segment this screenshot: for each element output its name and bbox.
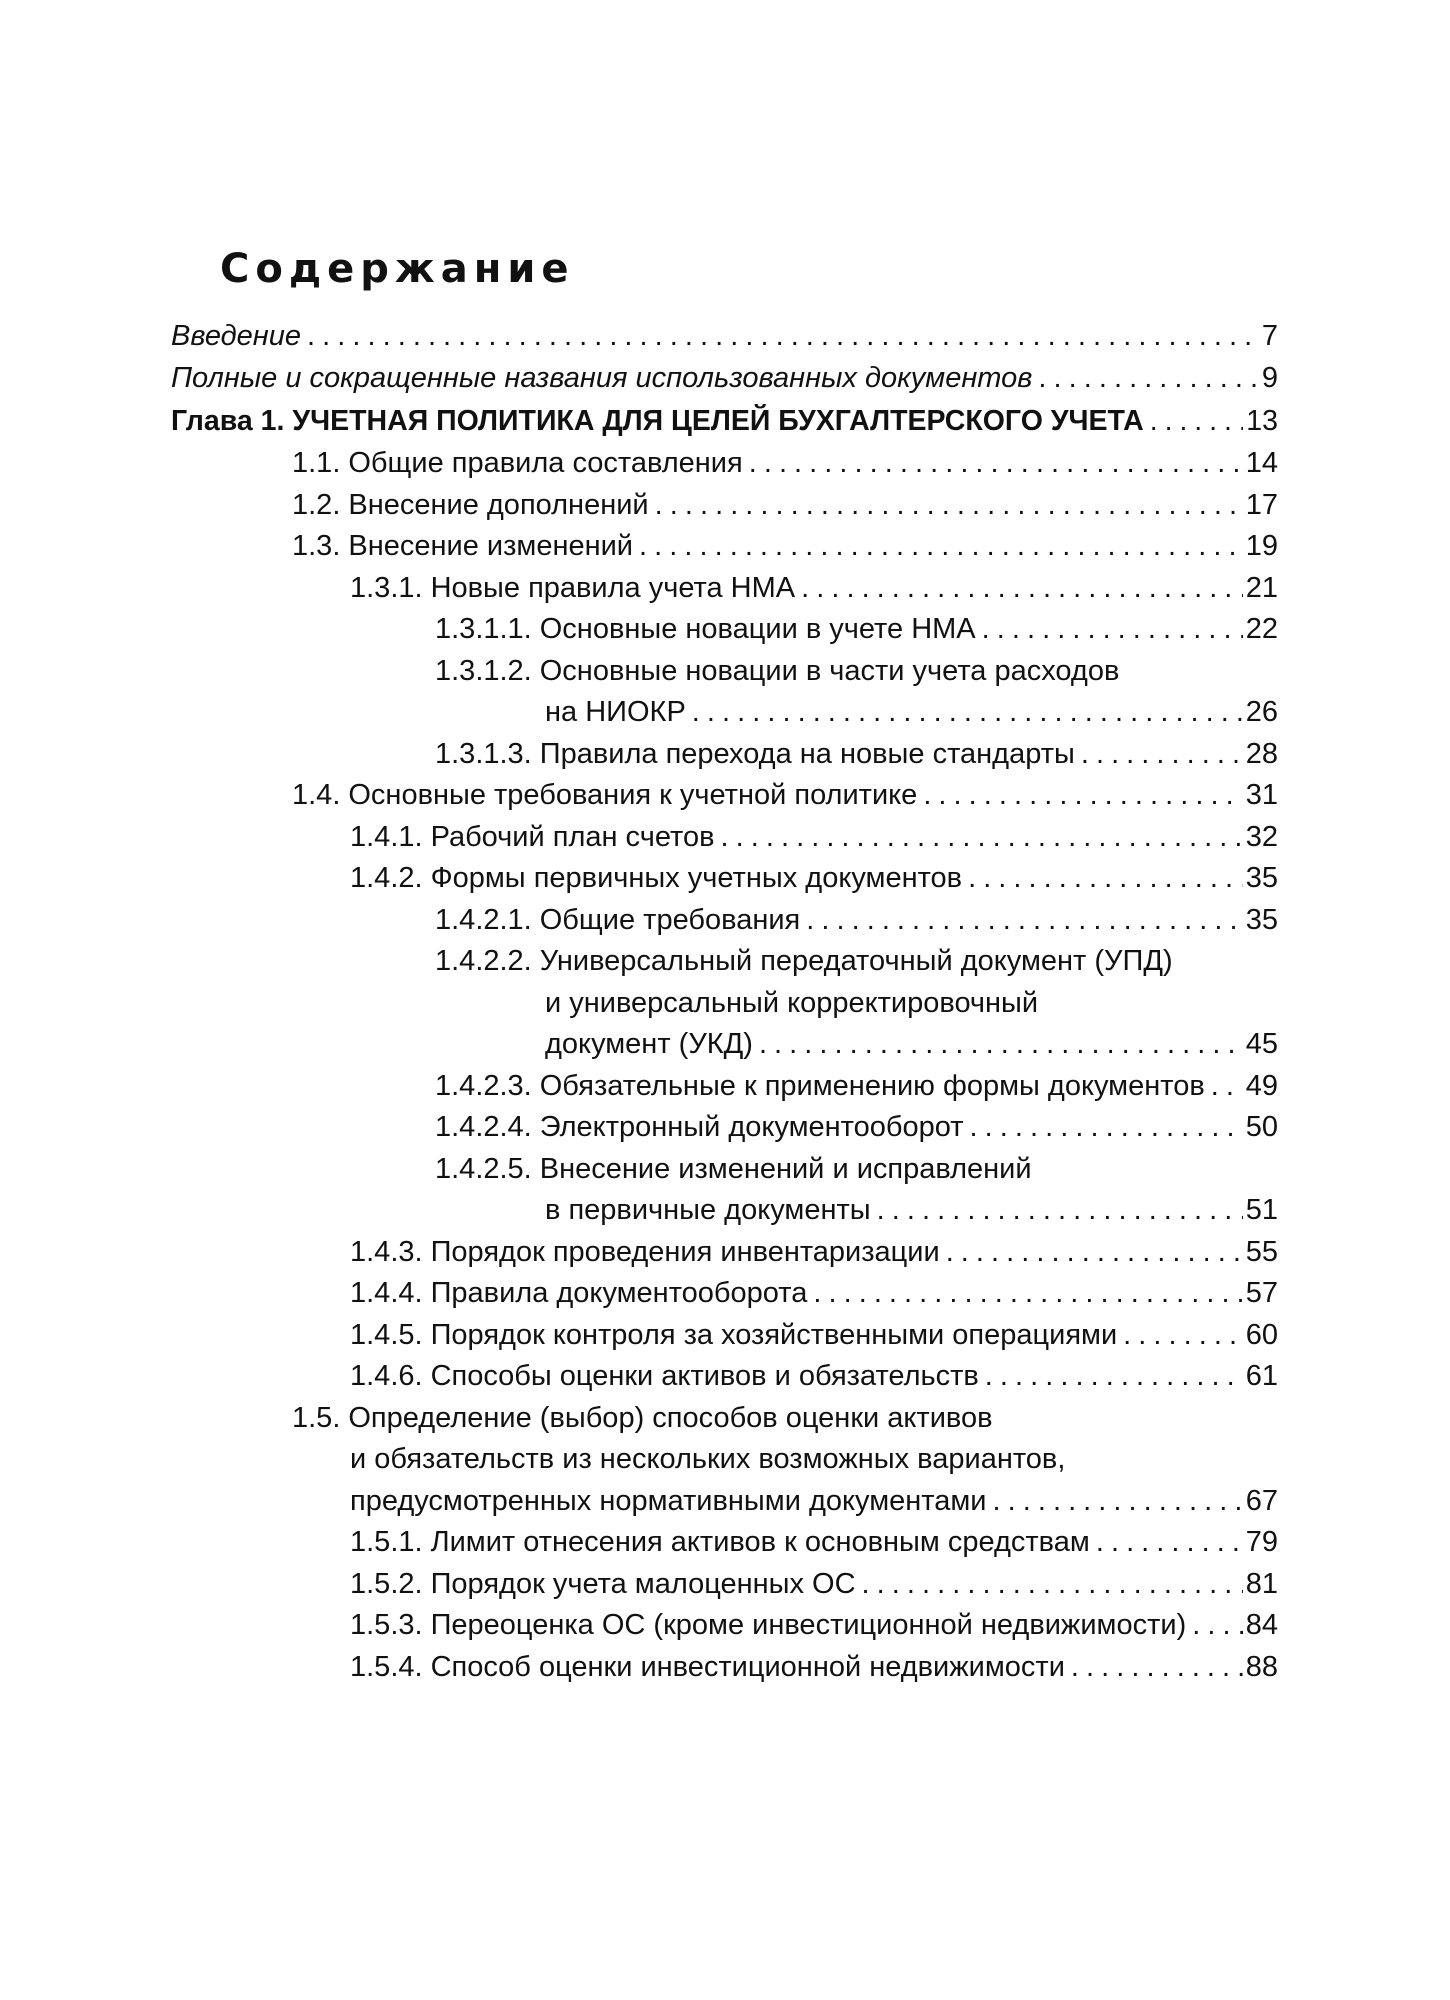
toc-entry-number: 1.4.2.3.: [435, 1069, 532, 1102]
toc-entry-label: [435, 734, 1075, 776]
toc-page-number: 31: [1245, 779, 1278, 811]
toc-page-number: 55: [1245, 1235, 1278, 1268]
toc-entry[interactable]: [171, 1564, 1278, 1606]
dot-leader: [1192, 1605, 1243, 1647]
toc-entry-number: 1.3.: [292, 530, 341, 562]
toc-page-number: 61: [1245, 1360, 1278, 1392]
toc-entry-number: 1.4.2.4.: [435, 1111, 532, 1143]
toc-entry-number: 1.3.1.: [350, 571, 423, 604]
toc-entry[interactable]: [171, 1398, 1278, 1440]
dot-leader: [985, 1356, 1243, 1398]
toc-entry-title: документ (УКД): [545, 1028, 753, 1060]
toc-page-number: 35: [1245, 903, 1278, 936]
dot-leader: [759, 1024, 1243, 1066]
dot-leader: [655, 485, 1243, 527]
toc-entry-label: [350, 1522, 1090, 1564]
toc-entry-title: Общие правила составления: [348, 447, 743, 479]
toc-entry-label: [350, 1315, 1117, 1357]
toc-entry-label: [435, 1107, 964, 1149]
dot-leader: [993, 1481, 1243, 1523]
toc-entry-label: [292, 526, 633, 568]
toc-entry-label: [171, 399, 1144, 443]
toc-page-number: 35: [1245, 862, 1278, 894]
toc-entry[interactable]: [171, 1024, 1278, 1066]
toc-entry-title: Внесение изменений: [348, 530, 634, 562]
toc-page-number: 50: [1245, 1111, 1278, 1143]
toc-entry[interactable]: [171, 1439, 1278, 1481]
toc-entry-number: 1.3.1.2.: [435, 654, 532, 687]
toc-entry-label: [435, 1149, 1032, 1191]
dot-leader: [749, 443, 1243, 485]
toc-entry-label: [350, 1273, 807, 1315]
dot-leader: [806, 900, 1242, 942]
toc-page-number: 49: [1245, 1069, 1278, 1102]
toc-page-number: 57: [1245, 1277, 1278, 1309]
toc-entry[interactable]: [171, 1107, 1278, 1149]
toc-page-number: 81: [1245, 1567, 1278, 1600]
toc-page-number: 32: [1245, 820, 1278, 853]
toc-entry-number: 1.5.2.: [350, 1567, 423, 1600]
toc-entry[interactable]: [171, 1522, 1278, 1564]
toc-entry[interactable]: [171, 734, 1278, 776]
toc-entry-title: Внесение изменений и исправлений: [539, 1152, 1032, 1185]
dot-leader: [692, 692, 1243, 734]
dot-leader: [862, 1564, 1243, 1606]
toc-entry-number: 1.5.3.: [350, 1609, 423, 1641]
toc-entry-title: Переоценка ОС (кроме инвестиционной недвижимости): [430, 1609, 1187, 1641]
toc-page-number: 45: [1245, 1028, 1278, 1060]
toc-entry[interactable]: [171, 775, 1278, 817]
toc-entry-title: Способы оценки активов и обязательств: [430, 1360, 979, 1392]
toc-entry-label: [545, 692, 686, 734]
toc-entry[interactable]: [171, 526, 1278, 568]
toc-entry-number: 1.4.2.2.: [435, 945, 532, 977]
toc-entry[interactable]: [171, 941, 1278, 983]
toc-page-number: 13: [1246, 405, 1278, 437]
toc-page-number: 67: [1245, 1484, 1278, 1517]
toc-entry[interactable]: [171, 358, 1278, 400]
toc-entry-number: 1.5.: [292, 1401, 341, 1434]
toc-entry[interactable]: [171, 1647, 1278, 1689]
toc-entry-number: 1.5.1.: [350, 1526, 423, 1558]
toc-entry-number: 1.4.2.5.: [435, 1152, 532, 1185]
toc-page-number: 79: [1245, 1526, 1278, 1558]
toc-page-number: 22: [1245, 613, 1278, 645]
dot-leader: [721, 817, 1243, 859]
toc-entry-label: [350, 1647, 1065, 1689]
dot-leader: [1150, 399, 1244, 443]
toc-entry[interactable]: [171, 1232, 1278, 1274]
toc-page-number: 7: [1261, 320, 1278, 352]
toc-entry-title: Порядок контроля за хозяйственными операциями: [430, 1318, 1118, 1351]
toc-entry-label: [435, 609, 976, 651]
toc-entry-number: 1.4.3.: [350, 1235, 423, 1268]
dot-leader: [1096, 1522, 1243, 1564]
toc-entry-title: и обязательств из нескольких возможных вариантов,: [350, 1443, 1066, 1475]
toc-entry-title: предусмотренных нормативными документами: [350, 1484, 987, 1517]
toc-entry-label: [350, 1564, 856, 1606]
toc-entry[interactable]: [171, 983, 1278, 1025]
toc-entry[interactable]: [171, 316, 1278, 358]
toc-entry-title: Порядок проведения инвентаризации: [430, 1235, 940, 1268]
toc-entry-label: [350, 1605, 1186, 1647]
toc-entry-title: Обязательные к применению формы документов: [539, 1069, 1205, 1102]
toc-entry[interactable]: [171, 858, 1278, 900]
toc-entry-label: [435, 900, 800, 942]
dot-leader: [982, 609, 1243, 651]
toc-entry-label: [171, 316, 301, 358]
toc-entry-title: Универсальный передаточный документ (УПД): [539, 945, 1173, 977]
toc-entry[interactable]: [171, 1356, 1278, 1398]
dot-leader: [1211, 1066, 1243, 1108]
toc-entry-title: Полные и сокращенные названия использованных документов: [171, 361, 1033, 394]
page-title: Содержание: [220, 246, 575, 292]
toc-entry-number: 1.4.6.: [350, 1360, 423, 1392]
toc-entry-number: 1.4.1.: [350, 820, 423, 853]
toc-entry-label: [350, 1481, 987, 1523]
toc-entry-label: [350, 1439, 1065, 1481]
toc-entry-label: [435, 651, 1119, 693]
toc-entry-label: [350, 1356, 979, 1398]
toc-entry[interactable]: [171, 651, 1278, 693]
toc-entry[interactable]: [171, 900, 1278, 942]
toc-entry[interactable]: [171, 1605, 1278, 1647]
dot-leader: [923, 775, 1242, 817]
dot-leader: [1071, 1647, 1243, 1689]
toc-entry-label: [292, 1398, 993, 1440]
toc-entry-title: Основные новации в учете НМА: [539, 613, 976, 645]
toc-entry-title: на НИОКР: [545, 696, 686, 728]
toc-entry-label: [350, 858, 962, 900]
toc-entry-number: 1.3.1.3.: [435, 737, 532, 770]
toc-entry-number: 1.4.: [292, 779, 341, 811]
toc-entry[interactable]: [171, 1190, 1278, 1232]
toc-entry-title: Порядок учета малоценных ОС: [430, 1567, 856, 1600]
toc-entry-title: Способ оценки инвестиционной недвижимости: [430, 1650, 1065, 1683]
toc-entry[interactable]: [171, 568, 1278, 610]
toc-entry-title: в первичные документы: [545, 1194, 871, 1226]
toc-entry-number: 1.5.4.: [350, 1650, 423, 1683]
toc-page-number: 19: [1245, 530, 1278, 562]
toc-entry-title: Лимит отнесения активов к основным средствам: [430, 1526, 1090, 1558]
toc-entry-number: 1.1.: [292, 447, 341, 479]
toc-entry-label: [435, 1066, 1205, 1108]
toc-page-number: 17: [1245, 488, 1278, 521]
toc-entry-title: и универсальный корректировочный: [545, 986, 1039, 1019]
toc-page-number: 9: [1261, 361, 1278, 394]
toc-entry-label: [171, 358, 1032, 400]
toc-entry-label: [545, 1024, 753, 1066]
dot-leader: [1123, 1315, 1243, 1357]
dot-leader: [968, 858, 1243, 900]
dot-leader: [970, 1107, 1243, 1149]
toc-entry-title: Внесение дополнений: [348, 488, 649, 521]
toc-page-number: 28: [1245, 737, 1278, 770]
toc-entry-title: Электронный документооборот: [539, 1111, 964, 1143]
toc-entry[interactable]: [171, 1481, 1278, 1523]
toc-entry-title: УЧЕТНАЯ ПОЛИТИКА ДЛЯ ЦЕЛЕЙ БУХГАЛТЕРСКОГО УЧЕТА: [292, 405, 1144, 437]
dot-leader: [946, 1232, 1243, 1274]
toc-entry-number: 1.4.2.1.: [435, 903, 532, 936]
dot-leader: [813, 1273, 1242, 1315]
table-of-contents: [171, 316, 1278, 1688]
toc-entry[interactable]: [171, 1066, 1278, 1108]
toc-entry-number: 1.3.1.1.: [435, 613, 532, 645]
toc-entry[interactable]: [171, 1273, 1278, 1315]
toc-entry[interactable]: [171, 485, 1278, 527]
toc-entry-number: 1.2.: [292, 488, 341, 521]
toc-entry-title: Правила перехода на новые стандарты: [539, 737, 1075, 770]
dot-leader: [801, 568, 1243, 610]
toc-entry-number: Глава 1.: [171, 405, 285, 437]
toc-entry-number: 1.4.5.: [350, 1318, 423, 1351]
toc-entry-title: Новые правила учета НМА: [430, 571, 796, 604]
toc-page-number: 84: [1245, 1609, 1278, 1641]
toc-entry-title: Правила документооборота: [430, 1277, 808, 1309]
toc-entry-title: Основные требования к учетной политике: [348, 779, 918, 811]
toc-entry-label: [350, 817, 715, 859]
toc-entry-title: Рабочий план счетов: [430, 820, 715, 853]
toc-entry-title: Введение: [171, 320, 302, 352]
toc-entry-number: 1.4.2.: [350, 862, 423, 894]
toc-entry-label: [292, 485, 649, 527]
dot-leader: [639, 526, 1243, 568]
toc-entry-title: Основные новации в части учета расходов: [539, 654, 1120, 687]
toc-entry[interactable]: [171, 609, 1278, 651]
toc-entry-label: [545, 1190, 871, 1232]
toc-entry[interactable]: [171, 692, 1278, 734]
toc-entry-label: [545, 983, 1038, 1025]
toc-entry[interactable]: [171, 1149, 1278, 1191]
toc-page-number: 51: [1245, 1194, 1278, 1226]
toc-page-number: 21: [1245, 571, 1278, 604]
toc-page-number: 60: [1245, 1318, 1278, 1351]
toc-entry-number: 1.4.4.: [350, 1277, 423, 1309]
toc-entry-label: [292, 775, 917, 817]
toc-page-number: 88: [1245, 1650, 1278, 1683]
toc-entry-label: [350, 568, 795, 610]
dot-leader: [1081, 734, 1243, 776]
toc-entry-title: Общие требования: [539, 903, 801, 936]
toc-entry-label: [350, 1232, 940, 1274]
toc-page-number: 26: [1245, 696, 1278, 728]
toc-entry[interactable]: [171, 1315, 1278, 1357]
toc-entry-label: [435, 941, 1173, 983]
toc-entry[interactable]: [171, 817, 1278, 859]
toc-entry-label: [292, 443, 743, 485]
toc-entry[interactable]: [171, 399, 1278, 443]
toc-entry[interactable]: [171, 443, 1278, 485]
toc-entry-title: Определение (выбор) способов оценки активов: [348, 1401, 993, 1434]
toc-entry-title: Формы первичных учетных документов: [430, 862, 963, 894]
dot-leader: [307, 316, 1259, 358]
toc-page-number: 14: [1245, 447, 1278, 479]
dot-leader: [877, 1190, 1243, 1232]
dot-leader: [1038, 358, 1258, 400]
